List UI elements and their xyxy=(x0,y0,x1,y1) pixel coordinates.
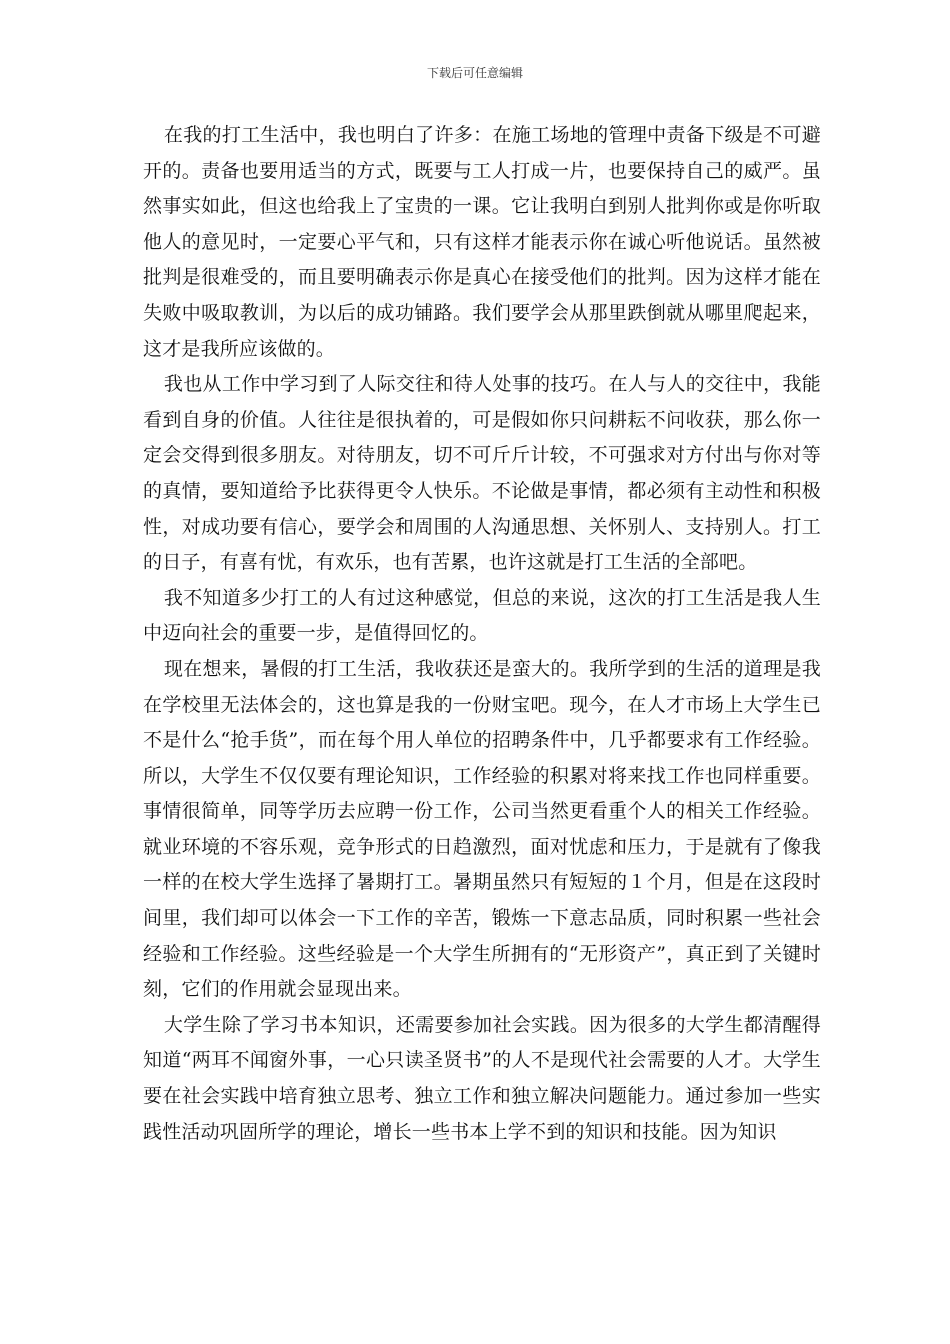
paragraph-5: 大学生除了学习书本知识，还需要参加社会实践。因为很多的大学生都清醒得知道“两耳不闻窗外事，一心只读圣贤书”的人不是现代社会需要的人才。大学生要在社会实践中培育独立思考、独立工作和独立解决问题能力。通过参加一些实践性活动巩固所学的理论，增长一些书本上学不到的知识和技能。因为知识 xyxy=(143,1013,821,1143)
page-header: 下载后可任意编辑 xyxy=(426,66,523,80)
paragraph-2: 我也从工作中学习到了人际交往和待人处事的技巧。在人与人的交往中，我能看到自身的价值。人往往是很执着的，可是假如你只问耕耘不问收获，那么你一定会交得到很多朋友。对待朋友，切不可斤斤计较，不可强求对方付出与你对等的真情，要知道给予比获得更令人快乐。不论做是事情，都必须有主动性和积极性，对成功要有信心，要学会和周围的人沟通思想、关怀别人、支持别人。打工的日子，有喜有忧，有欢乐，也有苦累，也许这就是打工生活的全部吧。 xyxy=(143,373,821,574)
paragraph-3: 我不知道多少打工的人有过这种感觉，但总的来说，这次的打工生活是我人生中迈向社会的重要一步，是值得回忆的。 xyxy=(143,586,821,645)
paragraph-1: 在我的打工生活中，我也明白了许多：在施工场地的管理中责备下级是不可避开的。责备也要用适当的方式，既要与工人打成一片，也要保持自己的威严。虽然事实如此，但这也给我上了宝贵的一课。它让我明白到别人批判你或是你听取他人的意见时，一定要心平气和，只有这样才能表示你在诚心听他说话。虽然被批判是很难受的，而且要明确表示你是真心在接受他们的批判。因为这样才能在失败中吸取教训，为以后的成功铺路。我们要学会从那里跌倒就从哪里爬起来，这才是我所应该做的。 xyxy=(143,124,821,360)
paragraph-4: 现在想来，暑假的打工生活，我收获还是蛮大的。我所学到的生活的道理是我在学校里无法体会的，这也算是我的一份财宝吧。现今，在人才市场上大学生已不是什么“抢手货”，而在每个用人单位的招聘条件中，几乎都要求有工作经验。所以，大学生不仅仅要有理论知识，工作经验的积累对将来找工作也同样重要。事情很简单，同等学历去应聘一份工作，公司当然更看重个人的相关工作经验。就业环境的不容乐观，竞争形式的日趋激烈，面对忧虑和压力，于是就有了像我一样的在校大学生选择了暑期打工。暑期虽然只有短短的１个月，但是在这段时间里，我们却可以体会一下工作的辛苦，锻炼一下意志品质，同时积累一些社会经验和工作经验。这些经验是一个大学生所拥有的“无形资产”，真正到了关键时刻，它们的作用就会显现出来。 xyxy=(143,657,821,1001)
document-body xyxy=(143,118,821,1150)
